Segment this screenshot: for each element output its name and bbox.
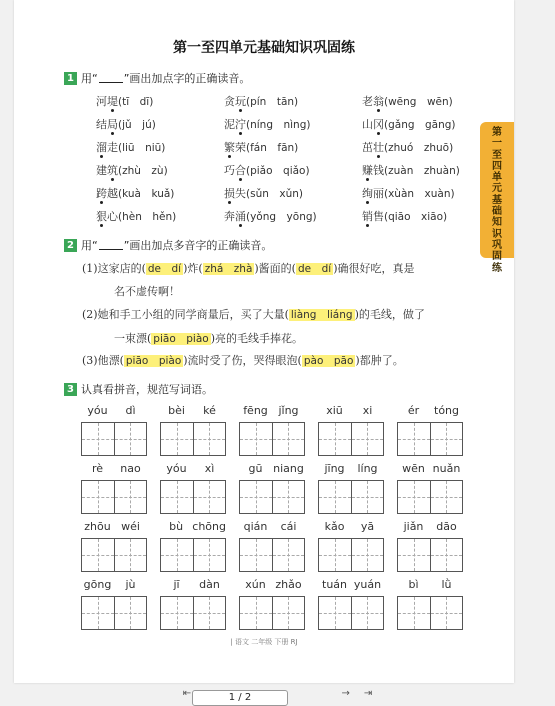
dotted-char: 合: [235, 164, 246, 177]
tian-grid-cell[interactable]: [352, 597, 384, 629]
pinyin-syllable: yóu: [87, 404, 108, 417]
word-item: 繁荣(fán fān): [224, 141, 299, 154]
pinyin-syllable: ké: [203, 404, 216, 417]
word-writing-box: [318, 404, 384, 456]
pinyin-syllable: bèi: [168, 404, 185, 417]
pinyin-options: (zuàn zhuàn): [384, 165, 460, 177]
pinyin-syllable: rè: [91, 462, 104, 475]
pinyin-options: (qiāo xiāo): [384, 211, 448, 223]
word-item: 狠心(hèn hěn): [96, 210, 177, 223]
word-writing-box: [318, 462, 384, 514]
pinyin-options: (hèn hěn): [118, 211, 177, 223]
question-2-heading: 2 用“ ”画出加点多音字的正确读音。: [64, 237, 272, 253]
tian-grid-cell[interactable]: [194, 481, 226, 513]
tian-grid-cell[interactable]: [194, 423, 226, 455]
tian-grid-cell[interactable]: [431, 423, 463, 455]
word-writing-box: [318, 520, 384, 572]
word-writing-box: [160, 462, 226, 514]
pinyin-syllable: xì: [204, 462, 215, 475]
pinyin-syllable: tuán: [322, 578, 347, 591]
pinyin-options: (yǒng yōng): [246, 211, 317, 223]
tian-grid-cell[interactable]: [319, 481, 352, 513]
question-number: 3: [64, 383, 77, 396]
underline-blank: [99, 73, 123, 83]
tian-grid-cell[interactable]: [398, 597, 431, 629]
word-item: 河堤(tī dī): [96, 95, 154, 108]
tian-grid-cell[interactable]: [398, 481, 431, 513]
word-item: 绚丽(xùàn xuàn): [362, 187, 455, 200]
word-item: 赚钱(zuàn zhuàn): [362, 164, 460, 177]
dotted-char: 涌: [235, 210, 246, 223]
word-item: 山冈(gǎng gāng): [362, 118, 456, 131]
section-side-tab: 第一至四单元基础知识巩固练: [480, 122, 514, 258]
word-writing-box: [160, 404, 226, 456]
tian-grid-cell[interactable]: [115, 481, 147, 513]
word-writing-box: [318, 578, 384, 630]
tian-grid-cell[interactable]: [115, 423, 147, 455]
word-writing-box: [160, 520, 226, 572]
question-number: 2: [64, 239, 77, 252]
pinyin-syllable: jī: [173, 578, 180, 591]
pinyin-syllable: líng: [357, 462, 378, 475]
pinyin-syllable: kǎo: [324, 520, 345, 533]
pinyin-options: (zhuó zhuō): [384, 142, 454, 154]
word-item: 茁壮(zhuó zhuō): [362, 141, 454, 154]
pinyin-syllable: wéi: [121, 520, 140, 533]
pinyin-syllable: lǜ: [441, 578, 452, 591]
tian-grid-cell[interactable]: [352, 539, 384, 571]
word-item: 跨越(kuà kuǎ): [96, 187, 175, 200]
tian-grid-cell[interactable]: [161, 539, 194, 571]
pinyin-options: (liū niū): [118, 142, 166, 154]
pinyin-syllable: tóng: [434, 404, 459, 417]
word-writing-box: [160, 578, 226, 630]
pinyin-options: (wēng wēn): [384, 96, 453, 108]
tian-grid-cell[interactable]: [240, 481, 273, 513]
pinyin-syllable: bù: [169, 520, 184, 533]
pinyin-syllable: yóu: [166, 462, 187, 475]
dotted-char: 绚: [362, 187, 373, 200]
tian-grid-cell[interactable]: [115, 539, 147, 571]
pinyin-options: (piǎo qiǎo): [246, 165, 310, 177]
pinyin-syllable: gū: [248, 462, 263, 475]
pinyin-options: (sǔn xǔn): [246, 188, 303, 200]
pinyin-syllable: jǐng: [278, 404, 299, 417]
first-page-button[interactable]: ⇤: [182, 688, 192, 699]
pinyin-syllable: zhǎo: [275, 578, 302, 591]
document-page: [14, 0, 514, 683]
tian-grid-cell[interactable]: [352, 481, 384, 513]
pinyin-options: (pín tān): [246, 96, 299, 108]
page-title: 第一至四单元基础知识巩固练: [173, 40, 355, 56]
pinyin-syllable: jiǎn: [403, 520, 424, 533]
dotted-char: 筑: [107, 164, 118, 177]
sentence-1: (1)这家店的( de dí )炸( zhá zhà )酱面的( de dí )确很好吃，真是: [82, 262, 415, 275]
dotted-char: 堤: [107, 95, 118, 108]
word-item: 结局(jǔ jú): [96, 118, 156, 131]
pinyin-syllable: bì: [408, 578, 419, 591]
pinyin-syllable: xiū: [326, 404, 343, 417]
tian-grid-cell[interactable]: [431, 597, 463, 629]
word-writing-box: [81, 404, 147, 456]
pinyin-syllable: qián: [243, 520, 268, 533]
dotted-char: 繁: [224, 141, 235, 154]
tian-grid-cell[interactable]: [194, 597, 226, 629]
tian-grid-cell[interactable]: [431, 539, 463, 571]
pinyin-syllable: dì: [125, 404, 136, 417]
pinyin-options: (zhù zù): [118, 165, 168, 177]
pinyin-syllable: wēn: [402, 462, 425, 475]
tian-grid-cell[interactable]: [319, 597, 352, 629]
pinyin-options: (tī dī): [118, 96, 154, 108]
tian-grid-cell[interactable]: [273, 481, 305, 513]
pinyin-syllable: cái: [280, 520, 297, 533]
tian-grid-cell[interactable]: [115, 597, 147, 629]
word-writing-box: [239, 578, 305, 630]
question-1-heading: 1 用“ ”画出加点字的正确读音。: [64, 70, 250, 86]
word-item: 泥泞(níng nìng): [224, 118, 311, 131]
pinyin-syllable: niang: [273, 462, 304, 475]
word-item: 老翁(wēng wēn): [362, 95, 453, 108]
tian-grid-cell[interactable]: [82, 481, 115, 513]
pinyin-options: (jǔ jú): [118, 119, 156, 131]
pinyin-syllable: nuǎn: [432, 462, 461, 475]
tian-grid-cell[interactable]: [161, 423, 194, 455]
tian-grid-cell[interactable]: [273, 423, 305, 455]
dotted-char: 损: [224, 187, 235, 200]
pinyin-syllable: nao: [120, 462, 141, 475]
tian-grid-cell[interactable]: [352, 423, 384, 455]
tian-grid-cell[interactable]: [431, 481, 463, 513]
pinyin-syllable: jù: [125, 578, 136, 591]
pinyin-syllable: yā: [360, 520, 375, 533]
tian-grid-cell[interactable]: [82, 423, 115, 455]
dotted-char: 局: [107, 118, 118, 131]
dotted-char: 玩: [235, 95, 246, 108]
pinyin-syllable: chōng: [192, 520, 226, 533]
tian-grid-cell[interactable]: [398, 539, 431, 571]
pinyin-options: (níng nìng): [246, 119, 311, 131]
dotted-char: 溜: [96, 141, 107, 154]
pinyin-syllable: fēng: [243, 404, 268, 417]
pinyin-syllable: xún: [245, 578, 266, 591]
underline-blank: [99, 240, 123, 250]
word-writing-box: [81, 520, 147, 572]
tian-grid-cell[interactable]: [161, 597, 194, 629]
word-writing-box: [397, 578, 463, 630]
pinyin-options: (kuà kuǎ): [118, 188, 175, 200]
dotted-char: 翁: [373, 95, 384, 108]
word-writing-box: [81, 578, 147, 630]
tian-grid-cell[interactable]: [273, 597, 305, 629]
word-writing-box: [239, 462, 305, 514]
page-footer: | 语文 二年级 下册 RJ: [230, 638, 298, 646]
dotted-char: 销: [362, 210, 373, 223]
dotted-char: 跨: [96, 187, 107, 200]
pinyin-syllable: ér: [407, 404, 420, 417]
pinyin-syllable: jīng: [324, 462, 345, 475]
pinyin-syllable: dāo: [436, 520, 457, 533]
word-writing-box: [397, 462, 463, 514]
pinyin-options: (gǎng gāng): [384, 119, 456, 131]
pinyin-syllable: gōng: [83, 578, 112, 591]
word-writing-box: [397, 404, 463, 456]
word-item: 奔涌(yǒng yōng): [224, 210, 317, 223]
tian-grid-cell[interactable]: [240, 423, 273, 455]
word-item: 销售(qiāo xiāo): [362, 210, 448, 223]
last-page-button[interactable]: ⇥: [363, 688, 373, 699]
word-writing-box: [239, 520, 305, 572]
pinyin-syllable: yuán: [353, 578, 382, 591]
pinyin-options: (xùàn xuàn): [384, 188, 455, 200]
word-item: 建筑(zhù zù): [96, 164, 168, 177]
pinyin-options: (fán fān): [246, 142, 299, 154]
sentence-3: (3)他漂( piāo piào )流时受了伤，哭得眼泡( pào pāo )都肿了。: [82, 354, 404, 367]
word-item: 溜走(liū niū): [96, 141, 166, 154]
word-item: 贪玩(pín tān): [224, 95, 299, 108]
tian-grid-cell[interactable]: [273, 539, 305, 571]
tian-grid-cell[interactable]: [319, 539, 352, 571]
dotted-char: 壮: [373, 141, 384, 154]
tian-grid-cell[interactable]: [194, 539, 226, 571]
tian-grid-cell[interactable]: [82, 597, 115, 629]
sentence-2: (2)她和手工小组的同学商量后，买了大量( liàng liáng )的毛线，做了: [82, 308, 425, 321]
pinyin-syllable: dàn: [199, 578, 220, 591]
word-writing-box: [397, 520, 463, 572]
dotted-char: 泞: [235, 118, 246, 131]
dotted-char: 赚: [362, 164, 373, 177]
question-3-heading: 3 认真看拼音，规范写词语。: [64, 381, 213, 397]
tian-grid-cell[interactable]: [161, 481, 194, 513]
page-number-input[interactable]: 1 / 2: [192, 690, 288, 706]
word-writing-box: [81, 462, 147, 514]
sentence-2-cont: 一束漂( piāo piào )亮的毛线手捧花。: [114, 332, 303, 345]
pinyin-syllable: zhōu: [84, 520, 111, 533]
word-writing-box: [239, 404, 305, 456]
tian-grid-cell[interactable]: [82, 539, 115, 571]
next-page-button[interactable]: →: [341, 688, 350, 699]
dotted-char: 冈: [373, 118, 384, 131]
question-number: 1: [64, 72, 77, 85]
dotted-char: 狠: [96, 210, 107, 223]
word-item: 巧合(piǎo qiǎo): [224, 164, 310, 177]
tian-grid-cell[interactable]: [319, 423, 352, 455]
tian-grid-cell[interactable]: [240, 597, 273, 629]
pinyin-syllable: xi: [362, 404, 373, 417]
word-item: 损失(sǔn xǔn): [224, 187, 303, 200]
sentence-1-cont: 名不虚传啊！: [114, 285, 180, 298]
tian-grid-cell[interactable]: [240, 539, 273, 571]
tian-grid-cell[interactable]: [398, 423, 431, 455]
